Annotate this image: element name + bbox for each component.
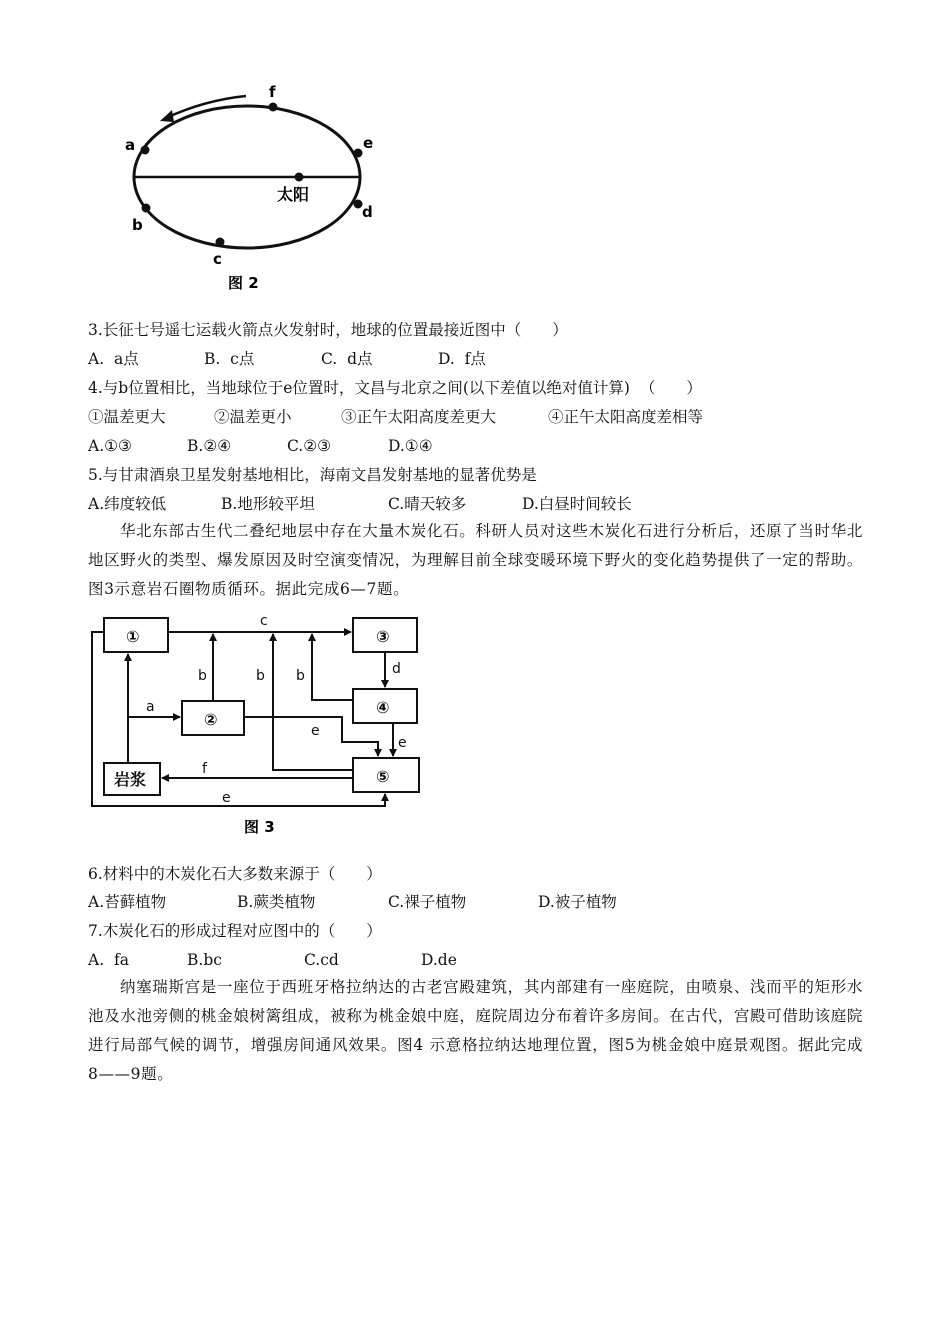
question-5-stem: 5.与甘肃酒泉卫星发射基地相比，海南文昌发射基地的显著优势是 — [88, 466, 537, 484]
q4-item-3: ③正午太阳高度差更大 — [341, 408, 497, 426]
question-3-stem: 3.长征七号遥七运载火箭点火发射时，地球的位置最接近图中（ ） — [88, 321, 568, 339]
question-6-stem: 6.材料中的木炭化石大多数来源于（ ） — [88, 865, 382, 883]
point-d-label: d — [362, 203, 373, 221]
point-e-label: e — [363, 134, 374, 152]
q5-option-d[interactable]: D.白昼时间较长 — [522, 495, 632, 513]
box-magma-label: 岩浆 — [114, 770, 147, 789]
figure-2-orbit — [110, 80, 390, 295]
q5-option-c[interactable]: C.晴天较多 — [388, 495, 467, 513]
q4-item-1: ①温差更大 — [88, 408, 166, 426]
arrow-b-from-4 — [312, 634, 353, 700]
passage-charcoal-fossils: 华北东部古生代二叠纪地层中存在大量木炭化石。科研人员对这些木炭化石进行分析后，还原了当时华北地区野火的类型、爆发原因及时空演变情况，为理解目前全球变暖环境下野火的变化趋势提供了一定的帮助。图3示意岩石圈物质循环。据此完成6—7题。 — [88, 522, 863, 598]
q5-option-b[interactable]: B.地形较平坦 — [221, 495, 315, 513]
q6-option-a[interactable]: A.苔藓植物 — [88, 893, 167, 911]
point-f-dot — [269, 103, 278, 112]
q7-option-a[interactable]: A. fa — [88, 951, 129, 969]
q6-option-c[interactable]: C.裸子植物 — [388, 893, 467, 911]
q6-option-b[interactable]: B.蕨类植物 — [237, 893, 316, 911]
q4-option-b[interactable]: B.②④ — [187, 437, 232, 455]
q4-item-4: ④正午太阳高度差相等 — [548, 408, 704, 426]
figure-2-caption: 图 2 — [228, 274, 259, 292]
q3-option-b[interactable]: B. c点 — [204, 350, 255, 368]
label-d: d — [392, 661, 401, 677]
q7-option-c[interactable]: C.cd — [304, 951, 339, 969]
label-b-1: b — [198, 668, 207, 684]
label-a: a — [146, 699, 155, 715]
box-1-label: ① — [126, 627, 140, 646]
question-4-stem: 4.与b位置相比，当地球位于e位置时，文昌与北京之间(以下差值以绝对值计算) （ ） — [88, 379, 702, 397]
q3-option-c[interactable]: C. d点 — [321, 350, 373, 368]
q4-option-a[interactable]: A.①③ — [88, 437, 132, 455]
box-4-label: ④ — [376, 698, 390, 717]
q3-option-a[interactable]: A. a点 — [88, 350, 139, 368]
q4-item-2: ②温差更小 — [214, 408, 292, 426]
label-e-3: e — [222, 790, 231, 806]
q4-option-d[interactable]: D.①④ — [388, 437, 433, 455]
point-c-dot — [216, 238, 225, 247]
label-f: f — [202, 761, 207, 777]
q3-option-d[interactable]: D. f点 — [438, 350, 486, 368]
point-e-dot — [354, 149, 363, 158]
q6-option-d[interactable]: D.被子植物 — [538, 893, 617, 911]
label-e-2: e — [398, 735, 407, 751]
point-f-label: f — [269, 83, 276, 101]
sun-dot — [295, 173, 304, 182]
question-7-stem: 7.木炭化石的形成过程对应图中的（ ） — [88, 922, 382, 940]
sun-label: 太阳 — [277, 185, 310, 204]
label-b-3: b — [296, 668, 305, 684]
arrow-head — [160, 110, 174, 122]
q5-option-a[interactable]: A.纬度较低 — [88, 495, 167, 513]
label-c: c — [260, 613, 268, 629]
box-5-label: ⑤ — [376, 767, 390, 786]
point-a-dot — [141, 146, 150, 155]
figure-3-caption: 图 3 — [244, 818, 275, 836]
box-3-label: ③ — [376, 627, 390, 646]
q7-option-d[interactable]: D.de — [421, 951, 457, 969]
figure-3-rock-cycle — [88, 610, 433, 840]
passage-nasrid-palace: 纳塞瑞斯宫是一座位于西班牙格拉纳达的古老宫殿建筑，其内部建有一座庭院，由喷泉、浅而平的矩形水池及水池旁侧的桃金娘树篱组成，被称为桃金娘中庭，庭院周边分布着许多房间。在古代，宫殿可借助该庭院进行局部气候的调节，增强房间通风效果。图4 示意格拉纳达地理位置，图5为桃金娘中庭景观图。据此完成8——9题。 — [88, 978, 863, 1083]
point-c-label: c — [213, 250, 222, 268]
label-e-1: e — [311, 723, 320, 739]
q7-option-b[interactable]: B.bc — [187, 951, 222, 969]
point-b-dot — [142, 204, 151, 213]
box-2-label: ② — [204, 710, 218, 729]
label-b-2: b — [256, 668, 265, 684]
point-b-label: b — [132, 216, 143, 234]
q4-option-c[interactable]: C.②③ — [287, 437, 332, 455]
point-a-label: a — [125, 136, 136, 154]
